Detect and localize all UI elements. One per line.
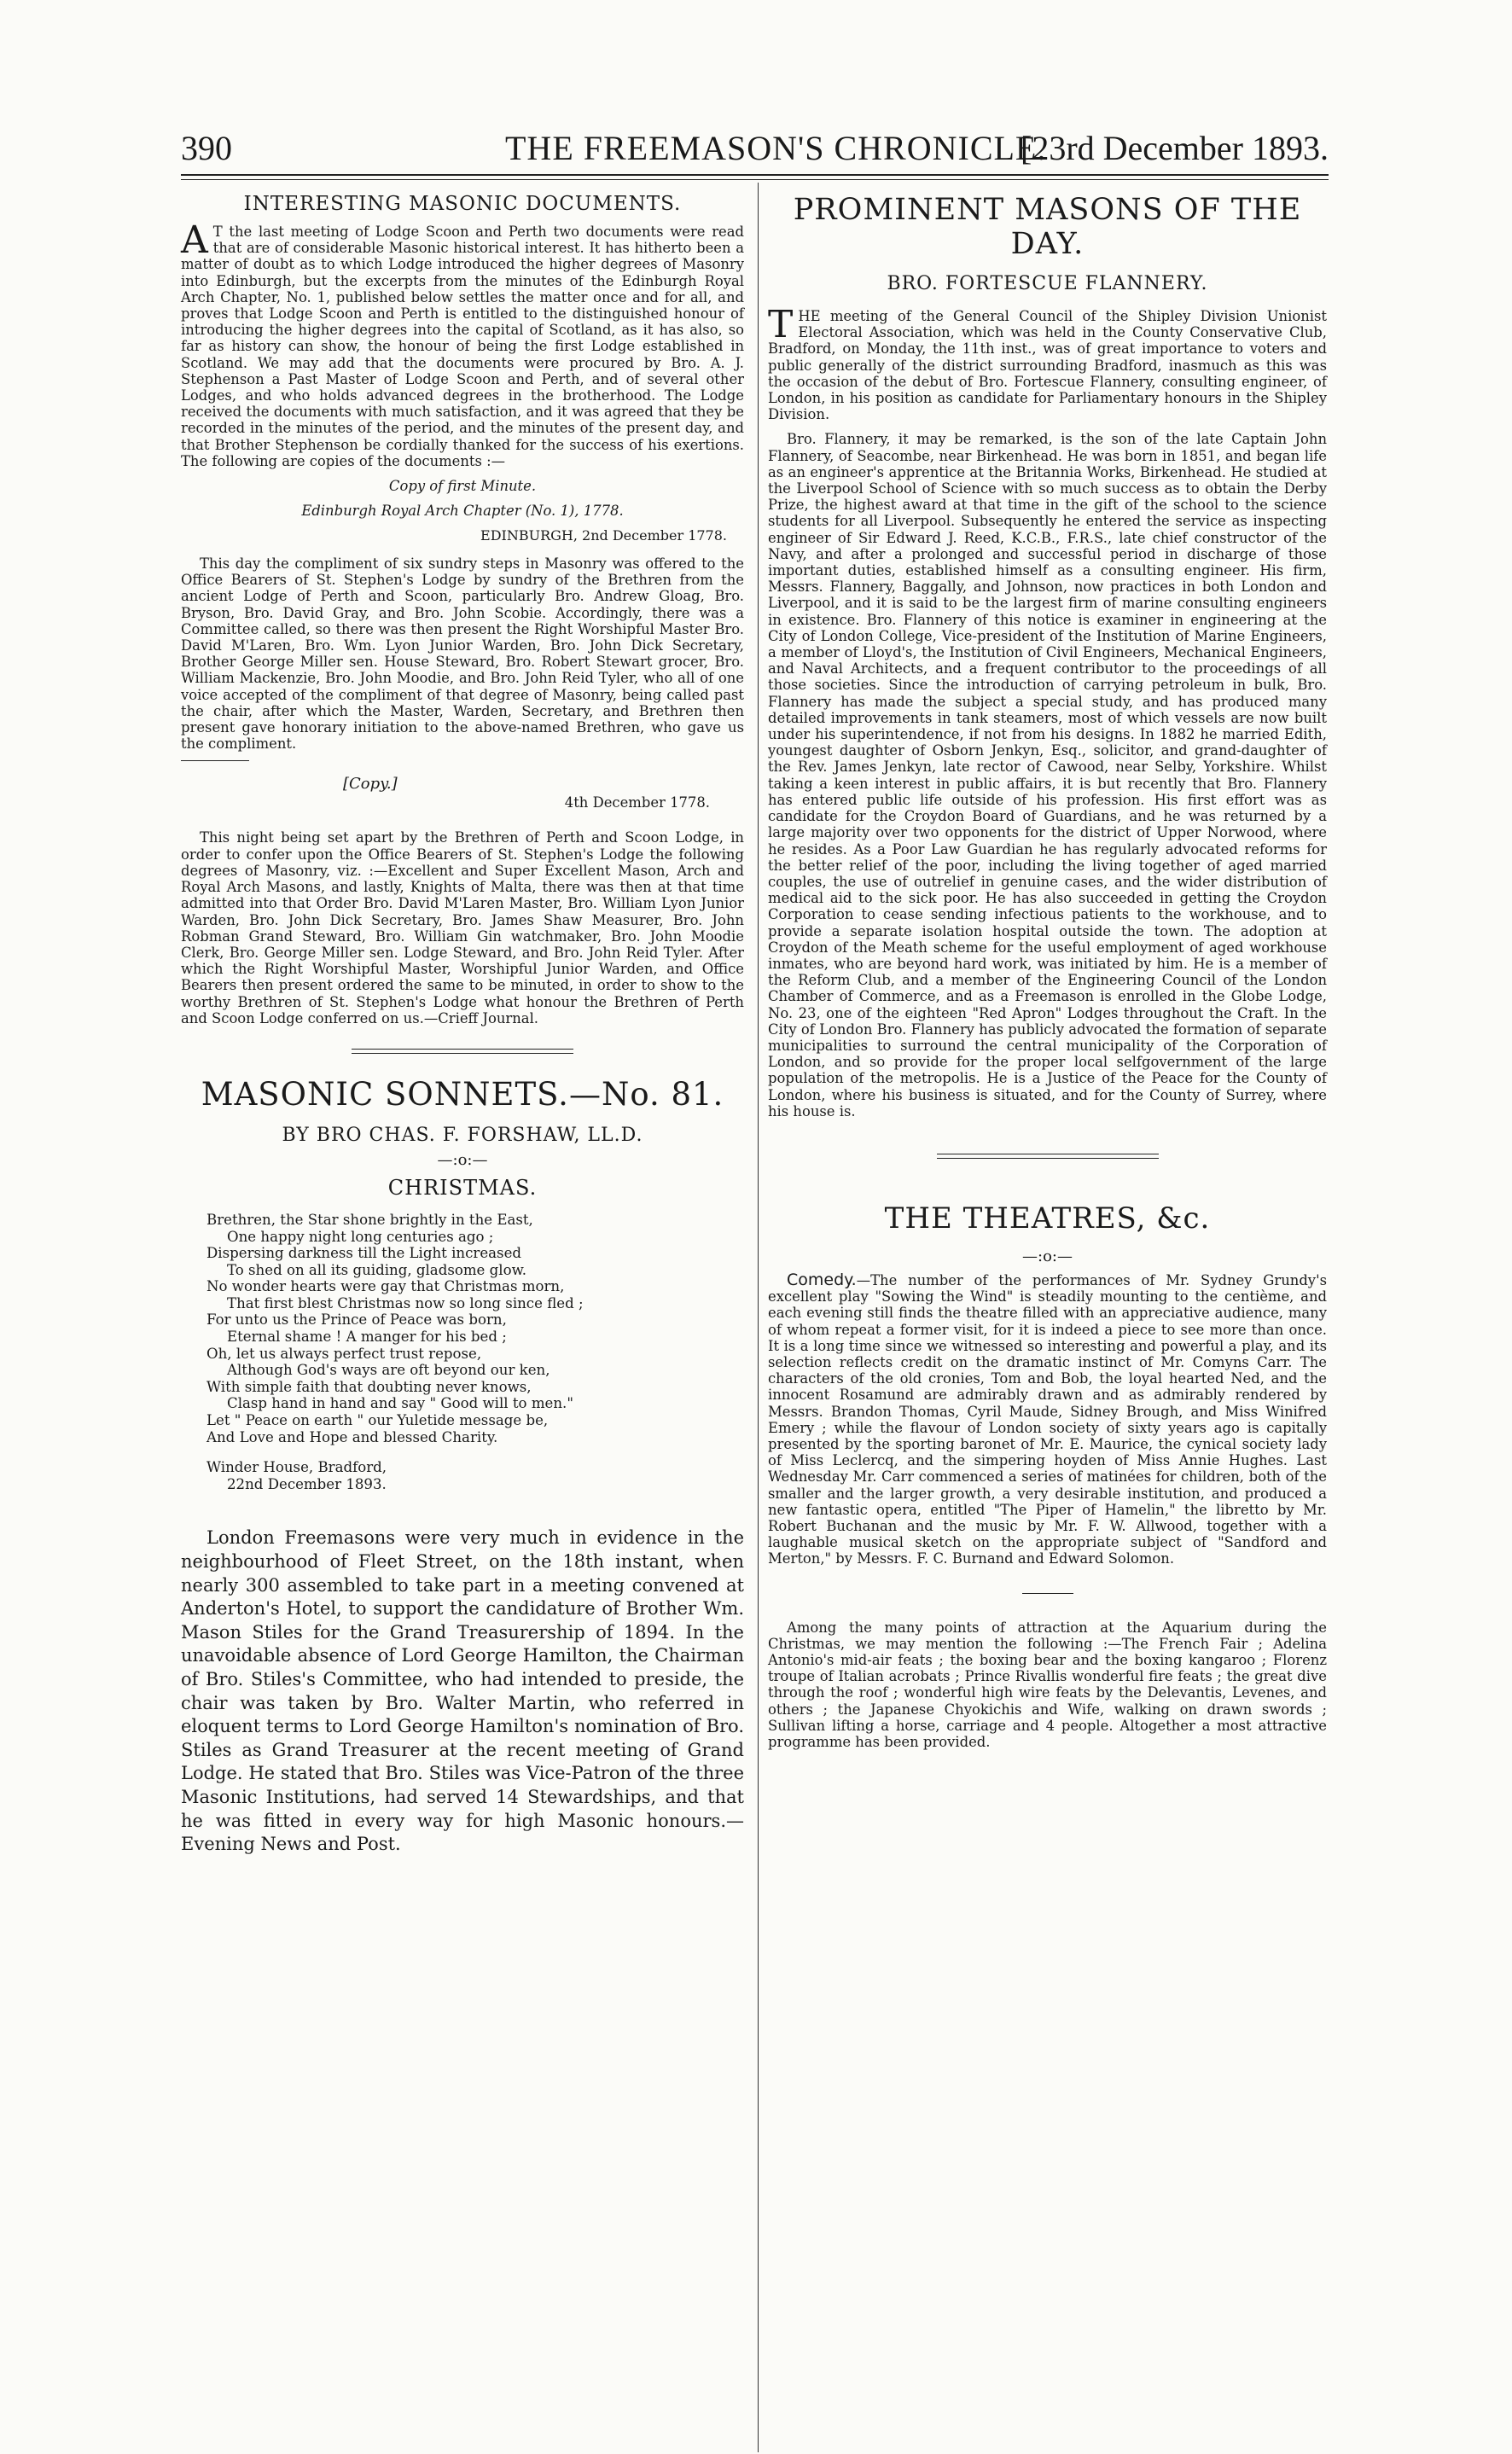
article-masonic-sonnets xyxy=(181,1076,744,1493)
copy-first-minute: Copy of first Minute. xyxy=(388,478,537,495)
article-heading: INTERESTING MASONIC DOCUMENTS. xyxy=(243,193,682,215)
poem-line: With simple faith that doubting never knows, xyxy=(206,1378,532,1395)
column-divider xyxy=(758,183,759,2452)
masthead-rule-thin xyxy=(181,179,1329,180)
poem-line: Dispersing darkness till the Light increased xyxy=(206,1245,522,1262)
poem-line: And Love and Hope and blessed Charity. xyxy=(206,1428,498,1445)
page-number: 390 xyxy=(181,129,232,167)
poem-line: Oh, let us always perfect trust repose, xyxy=(206,1345,482,1362)
poem-signature xyxy=(206,1459,744,1492)
byline: BY BRO CHAS. F. FORSHAW, LL.D. xyxy=(282,1124,643,1146)
article-heading: THE THEATRES, &c. xyxy=(884,1201,1211,1236)
masthead-rule xyxy=(181,174,1329,176)
ornament: —:o:— xyxy=(437,1150,488,1169)
drop-cap: A xyxy=(181,218,208,262)
section-separator xyxy=(937,1154,1159,1159)
article-paragraph xyxy=(181,218,744,469)
drop-cap: T xyxy=(768,303,794,346)
article-paragraph: Among the many points of attraction at the Aquarium during the Christmas, we may mention the following :—The French Fair ; Adelina Antonio's mid-air feats ; the boxing bear and the boxing kangaroo ; Florenz troupe of Italian acrobats ; Prince Rivallis wonderful fire feats ; the great dive through the roof ; wonderful high wire feats by the Delevantis, Levenes, and others ; the Japanese Chyokichis and Wife, walking on drawn swords ; Sullivan lifting a horse, carriage and 4 people. Altogether a most attractive programme has been provided. xyxy=(768,1619,1327,1751)
poem xyxy=(206,1212,744,1445)
short-rule xyxy=(181,760,249,761)
ornament: —:o:— xyxy=(1022,1247,1073,1265)
article-theatres xyxy=(768,1201,1327,1750)
poem-line: Although God's ways are oft beyond our ken, xyxy=(227,1362,550,1379)
publication-title: THE FREEMASON'S CHRONICLE. xyxy=(505,129,1047,167)
poem-line: Let " Peace on earth " our Yuletide message be, xyxy=(206,1412,549,1429)
masthead xyxy=(181,125,1329,171)
short-rule xyxy=(1022,1593,1073,1594)
issue-date: [23rd December 1893. xyxy=(1021,129,1329,167)
article-subheading: BRO. FORTESCUE FLANNERY. xyxy=(887,273,1208,294)
poem-line: One happy night long centuries ago ; xyxy=(227,1228,494,1245)
poem-line: That first blest Christmas now so long since fled ; xyxy=(227,1294,584,1311)
dateline: EDINBURGH, 2nd December 1778. xyxy=(480,527,727,544)
lede-word: Comedy. xyxy=(787,1270,857,1289)
copy-label: [Copy.] xyxy=(343,775,398,794)
article-paragraph: London Freemasons were very much in evidence in the neighbourhood of Fleet Street, on the 18th instant, when nearly 300 assembled to take part in a meeting convened at Anderton's Hotel, to support the candidature of Brother Wm. Mason Stiles for the Grand Treasurership of 1894. In the unavoidable absence of Lord George Hamilton, the Chairman of Bro. Stiles's Committee, who had intended to preside, the chair was taken by Bro. Walter Martin, who referred in eloquent terms to Lord George Hamilton's nomination of Bro. Stiles as Grand Treasurer at the recent meeting of Grand Lodge. He stated that Bro. Stiles was Vice-Patron of the three Masonic Institutions, had served 14 Stewardships, and that he was fitted in every way for high Masonic honours.—Evening News and Post. xyxy=(181,1527,744,1855)
article-masonic-documents xyxy=(181,193,744,1026)
poem-title: CHRISTMAS. xyxy=(387,1175,538,1200)
paragraph-text: HE meeting of the General Council of the Shipley Division Unionist Electoral Association, which was held in the County Conservative Club, Bradford, on Monday, the 11th inst., was of great importance to voters and public generally of the district surrounding Bradford, inasmuch as this was the occasion of the debut of Bro. Fortescue Flannery, consulting engineer, of London, in his position as candidate for Parliamentary honours in the Shipley Division. xyxy=(768,308,1327,423)
paragraph-text: —The number of the performances of Mr. Sydney Grundy's excellent play "Sowing the Wind" is steadily mounting to the centième, and each evening still finds the theatre filled with an appreciative audience, many of whom repeat a former visit, for it is indeed a piece to see more than once. It is a long time since we witnessed so interesting and powerful a play, and its selection reflects credit on the dramatic instinct of Mr. Comyns Carr. The characters of the old cronies, Tom and Bob, the loyal hearted Ned, and the innocent Rosamund are admirably drawn and as admirably rendered by Messrs. Brandon Thomas, Cyril Maude, Sidney Brough, and Miss Winifred Emery ; while the flavour of London society of sixty years ago is capitally presented by the sporting baronet of Mr. E. Maurice, the cynical society lady of Miss Leclercq, and the simpering hoyden of Miss Annie Hughes. Last Wednesday Mr. Carr commenced a series of matinées for children, both of the smaller and the larger growth, a very desirable institution, and produced a new fantastic opera, entitled "The Piper of Hamelin," the libretto by Mr. Robert Buchanan and the music by Mr. F. W. Allwood, together with a laughable musical sketch on the appropriate subject of "Sandford and Merton," by Messrs. F. C. Burnand and Edward Solomon. xyxy=(768,1271,1327,1567)
dateline: 4th December 1778. xyxy=(564,794,710,811)
poem-line: Clasp hand in hand and say " Good will to men." xyxy=(227,1395,573,1412)
article-paragraph xyxy=(768,1272,1327,1567)
poem-line: Eternal shame ! A manger for his bed ; xyxy=(227,1329,507,1346)
article-paragraph: This night being set apart by the Brethren of Perth and Scoon Lodge, in order to confer upon the Office Bearers of St. Stephen's Lodge the following degrees of Masonry, viz. :—Excellent and Super Excellent Mason, Arch and Royal Arch Masons, and lastly, Knights of Malta, there was then at that time admitted into that Order Bro. David M'Laren Master, Bro. William Lyon Junior Warden, Bro. John Dick Secretary, Bro. James Shaw Measurer, Bro. John Robman Grand Steward, Bro. William Gin watchmaker, Bro. John Moodie Clerk, Bro. George Miller sen. Lodge Steward, and Bro. John Reid Tyler. After which the Right Worshipful Master, Worshipful Junior Warden, and Office Bearers then present ordered the same to be minuted, in order to show to the worthy Brethren of St. Stephen's Lodge what honour the Brethren of Perth and Scoon Lodge conferred on us.—Crieff Journal. xyxy=(181,829,744,1026)
article-heading: MASONIC SONNETS.—No. 81. xyxy=(201,1075,724,1113)
article-prominent-masons xyxy=(768,193,1327,1119)
poem-line: Brethren, the Star shone brightly in the East, xyxy=(206,1211,533,1228)
signature-date: 22nd December 1893. xyxy=(227,1475,387,1492)
paragraph-text: T the last meeting of Lodge Scoon and Perth two documents were read that are of considerable Masonic historical interest. It has hitherto been a matter of doubt as to which Lodge introduced the higher degrees of Masonry into Edinburgh, but the excerpts from the minutes of the Edinburgh Royal Arch Chapter, No. 1, published below settles the matter once and for all, and proves that Lodge Scoon and Perth is entitled to the distinguished honour of introducing the higher degrees into the capital of Scotland, as it has also, so far as history can show, the honour of being the first Lodge established in Scotland. We may add that the documents were procured by Bro. A. J. Stephenson a Past Master of Lodge Scoon and Perth, and of several other Lodges, and who holds advanced degrees in the brotherhood. The Lodge received the documents with much satisfaction, and it was agreed that they be recorded in the minutes of the period, and the minutes of the present day, and that Brother Stephenson be cordially thanked for the success of his exertions. The following are copies of the documents :— xyxy=(181,224,744,469)
article-paragraph xyxy=(768,303,1327,423)
poem-line: To shed on all its guiding, gladsome glow. xyxy=(227,1261,527,1278)
article-stiles xyxy=(181,1526,744,1856)
poem-line: No wonder hearts were gay that Christmas morn, xyxy=(206,1278,565,1295)
left-column xyxy=(181,193,744,1857)
article-paragraph: Bro. Flannery, it may be remarked, is the son of the late Captain John Flannery, of Seacombe, near Birkenhead. He was born in 1851, and began life as an engineer's apprentice at the Britannia Works, Birkenhead. He studied at the Liverpool School of Science with so much success as to obtain the Derby Prize, the highest award at that time in the gift of the school to the science students for all Liverpool. Subsequently he entered the service as inspecting engineer of Sir Edward J. Reed, K.C.B., F.R.S., late chief constructor of the Navy, and after a prolonged and successful period in discharge of those important duties, established himself as a consulting engineer. His firm, Messrs. Flannery, Baggally, and Johnson, now practices in both London and Liverpool, and it is said to be the largest firm of marine consulting engineers in existence. Bro. Flannery of this notice is examiner in engineering at the City of London College, Vice-president of the Institution of Marine Engineers, a member of Lloyd's, the Institution of Civil Engineers, Mechanical Engineers, and Naval Architects, and a frequent contributor to the proceedings of all those societies. Since the introduction of carrying petroleum in bulk, Bro. Flannery has made the subject a special study, and has produced many detailed improvements in tank steamers, most of which vessels are now built under his superintendence, if not from his designs. In 1882 he married Edith, youngest daughter of Osborn Jenkyn, Esq., solicitor, and grand-daughter of the Rev. James Jenkyn, late rector of Cawood, near Selby, Yorkshire. Whilst taking a keen interest in public affairs, it is but recently that Bro. Flannery has entered public life outside of his profession. His first effort was as candidate for the Croydon Board of Guardians, and he was returned by a large majority over two opponents for the district of Upper Norwood, where he resides. As a Poor Law Guardian he has regularly advocated reforms for the better relief of the poor, including the living together of aged married couples, the use of outrelief in genuine cases, and the wider distribution of medical aid to the sick poor. He has also succeeded in getting the Croydon Corporation to cease sending infectious patients to the workhouse, and to provide a separate isolation hospital outside the town. The adoption at Croydon of the Meath scheme for the useful employment of aged workhouse inmates, who are beyond hard work, was initiated by him. He is a member of the Reform Club, and a member of the Engineering Council of the London Chamber of Commerce, and as a Freemason is enrolled in the Globe Lodge, No. 23, one of the eighteen "Red Apron" Lodges throughout the Craft. In the City of London Bro. Flannery has publicly advocated the formation of separate municipalities to surround the central municipality of the Corporation of London, and so provide for the proper local selfgovernment of the large population of the metropolis. He is a Justice of the Peace for the County of London, where his business is situated, and for the County of Surrey, where his house is. xyxy=(768,431,1327,1119)
article-heading: PROMINENT MASONS OF THE DAY. xyxy=(793,193,1302,261)
signature-place: Winder House, Bradford, xyxy=(206,1459,387,1476)
poem-line: For unto us the Prince of Peace was born, xyxy=(206,1311,507,1329)
article-paragraph: This day the compliment of six sundry steps in Masonry was offered to the Office Bearers of St. Stephen's Lodge by sundry of the Brethren from the ancient Lodge of Perth and Scoon, particularly Bro. Andrew Gloag, Bro. Bryson, Bro. David Gray, and Bro. John Scobie. Accordingly, there was a Committee called, so there was then present the Right Worshipful Master Bro. David M'Laren, Bro. Wm. Lyon Junior Warden, Bro. John Dick Secretary, Brother George Miller sen. House Steward, Bro. Robert Stewart grocer, Bro. William Mackenzie, Bro. John Moodie, and Bro. John Reid Tyler, who all of one voice accepted of the compliment of that degree of Masonry, being called past the chair, after which the Master, Warden, Secretary, and Brethren then present gave honorary initiation to the above-named Brethren, who gave us the compliment. xyxy=(181,555,744,753)
chapter-line: Edinburgh Royal Arch Chapter (No. 1), 1778. xyxy=(301,503,624,520)
section-separator xyxy=(352,1049,573,1054)
right-column xyxy=(768,193,1327,1759)
